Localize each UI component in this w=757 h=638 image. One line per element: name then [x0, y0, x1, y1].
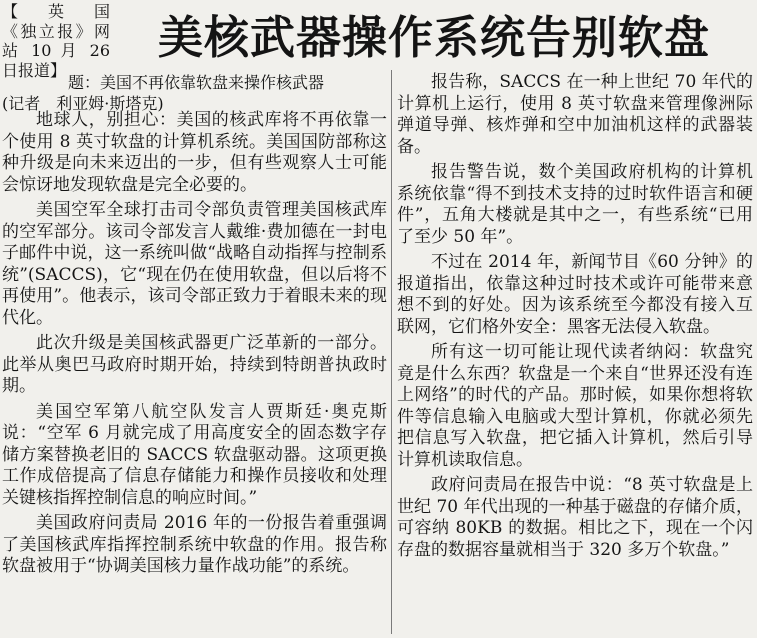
source-dateline — [2, 2, 110, 80]
byline: (记者 利亚姆·斯塔克) — [2, 94, 164, 113]
summary-line: 题：美国不再依靠软盘来操作核武器 — [68, 73, 325, 92]
paragraph: 美国空军第八航空队发言人贾斯廷·奥克斯说：“空军 6 月就完成了用高度安全的固态数字存储方案替换老旧的 SACCS 软盘驱动器。这项更换工作成倍提高了信息存储能力和操作员接收和处理关键核指挥控制信息的响应时间。” — [2, 401, 387, 508]
column-divider — [391, 70, 392, 634]
summary-block — [68, 72, 388, 93]
paragraph: 报告警告说，数个美国政府机构的计算机系统依靠“得不到技术支持的过时软件语言和硬件”，五角大楼就是其中之一，有些系统“已用了至少 50 年”。 — [397, 162, 753, 247]
source-line: 【英国 — [2, 2, 110, 21]
paragraph: 美国政府问责局 2016 年的一份报告着重强调了美国核武库指挥控制系统中软盘的作用。报告称软盘被用于“协调美国核力量作战功能”的系统。 — [2, 513, 387, 576]
headline: 美核武器操作系统告别软盘 — [157, 11, 710, 64]
source-line: 站 10 月 26 — [2, 41, 110, 60]
left-column — [2, 110, 387, 582]
paragraph: 此次升级是美国核武器更广泛革新的一部分。此举从奥巴马政府时期开始，持续到特朗普执政时期。 — [2, 333, 387, 396]
paragraph: 报告称，SACCS 在一种上世纪 70 年代的计算机上运行，使用 8 英寸软盘来管理像洲际弹道导弹、核炸弹和空中加油机这样的武器装备。 — [397, 72, 753, 157]
paragraph: 美国空军全球打击司令部负责管理美国核武库的空军部分。该司令部发言人戴维·费加德在一封电子邮件中说，这一系统叫做“战略自动指挥与控制系统”(SACCS)，它“现在仍在使用软盘，但以后将不再使用”。他表示，该司令部正致力于着眼未来的现代化。 — [2, 200, 387, 328]
right-column — [397, 72, 753, 565]
paragraph: 地球人，别担心：美国的核武库将不再依靠一个使用 8 英寸软盘的计算机系统。美国国防部称这种升级是向未来迈出的一步，但有些观察人士可能会惊讶地发现软盘是完全必要的。 — [2, 110, 387, 195]
paragraph: 政府问责局在报告中说：“8 英寸软盘是上世纪 70 年代出现的一种基于磁盘的存储介质，可容纳 80KB 的数据。相比之下，现在一个闪存盘的数据容量就相当于 320 多万个软盘。” — [397, 475, 753, 560]
source-line: 《独立报》网 — [2, 21, 110, 41]
paragraph: 不过在 2014 年，新闻节目《60 分钟》的报道指出，依靠这种过时技术或许可能带来意想不到的好处。因为该系统至今都没有接入互联网，它们格外安全：黑客无法侵入软盘。 — [397, 252, 753, 337]
source-line: 日报道】 — [2, 60, 67, 80]
paragraph: 所有这一切可能让现代读者纳闷：软盘究竟是什么东西？软盘是一个来自“世界还没有连上网络”的时代的产品。那时候，如果你想将软件等信息输入电脑或大型计算机，你就必须先把信息写入软盘，把它插入计算机，然后引导计算机读取信息。 — [397, 342, 753, 470]
